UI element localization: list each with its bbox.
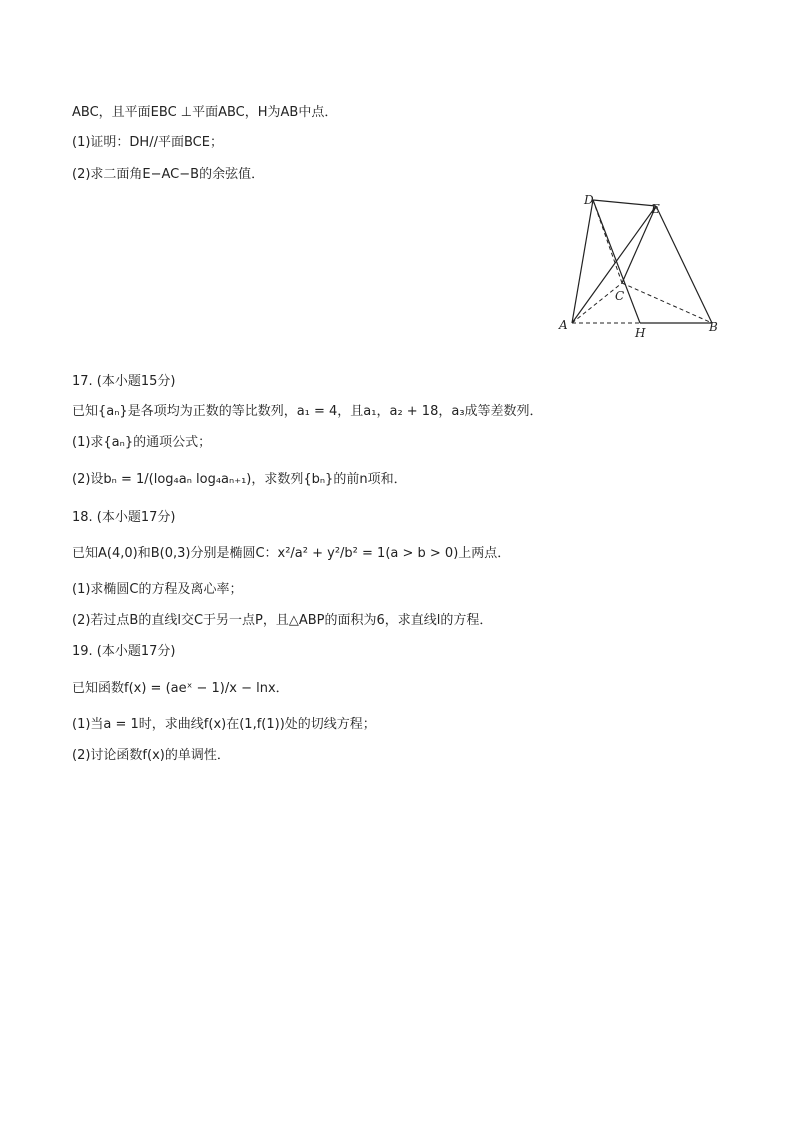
edge-DE bbox=[593, 200, 656, 206]
q16-stem-line: ABC，且平面EBC ⊥平面ABC，H为AB中点． bbox=[72, 105, 338, 120]
edge-CB bbox=[622, 283, 712, 323]
q17-part-2: (2)设bₙ = 1/(log₄aₙ log₄aₙ₊₁)，求数列{bₙ}的前n项和． bbox=[72, 472, 407, 487]
edge-EA bbox=[572, 206, 656, 323]
q18-part-1: (1)求椭圆C的方程及离心率； bbox=[72, 582, 243, 597]
edge-DH bbox=[593, 200, 640, 323]
edge-EB bbox=[656, 206, 712, 323]
q17-stem: 已知{aₙ}是各项均为正数的等比数列，a₁ = 4，且a₁，a₂ + 18，a₃成等差数列． bbox=[72, 404, 543, 419]
label-E: E bbox=[651, 202, 660, 216]
q19-part-2: (2)讨论函数f(x)的单调性． bbox=[72, 748, 230, 763]
label-D: D bbox=[584, 193, 594, 207]
q19-header: 19. (本小题17分) bbox=[72, 644, 176, 659]
edge-EC bbox=[622, 206, 656, 283]
q19-part-1: (1)当a = 1时，求曲线f(x)在(1,f(1))处的切线方程； bbox=[72, 717, 376, 732]
q18-header: 18. (本小题17分) bbox=[72, 510, 176, 525]
q16-part-1: (1)证明：DH//平面BCE； bbox=[72, 135, 223, 150]
q18-part-2: (2)若过点B的直线l交C于另一点P，且△ABP的面积为6，求直线l的方程． bbox=[72, 613, 493, 628]
label-C: C bbox=[615, 289, 625, 303]
q17-header: 17. (本小题15分) bbox=[72, 374, 176, 389]
label-B: B bbox=[709, 320, 718, 334]
q16-part-2: (2)求二面角E−AC−B的余弦值． bbox=[72, 167, 265, 182]
label-H: H bbox=[635, 326, 646, 338]
q18-stem: 已知A(4,0)和B(0,3)分别是椭圆C：x²/a² + y²/b² = 1(a > b > 0)上两点． bbox=[72, 546, 511, 561]
q19-stem: 已知函数f(x) = (aeˣ − 1)/x − lnx． bbox=[72, 681, 289, 696]
label-A: A bbox=[559, 318, 568, 332]
geometry-figure bbox=[550, 188, 740, 338]
edge-DA bbox=[572, 200, 593, 323]
q17-part-1: (1)求{aₙ}的通项公式； bbox=[72, 435, 212, 450]
